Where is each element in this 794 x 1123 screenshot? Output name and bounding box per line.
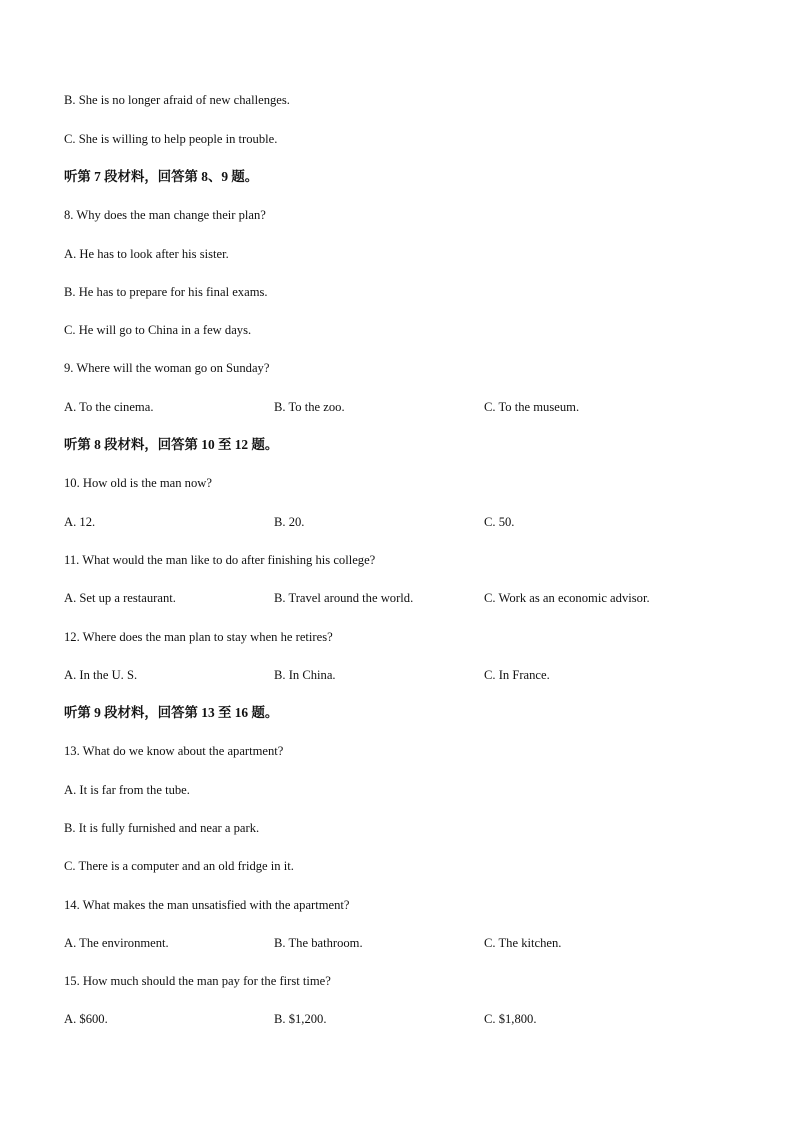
q14-option-a: A. The environment. bbox=[64, 936, 169, 950]
q14-option-c: C. The kitchen. bbox=[484, 936, 562, 950]
q10-option-b: B. 20. bbox=[274, 515, 305, 529]
q15-option-a: A. $600. bbox=[64, 1012, 108, 1026]
q7-option-c: C. She is willing to help people in trouble. bbox=[64, 132, 278, 146]
q11-option-b: B. Travel around the world. bbox=[274, 591, 414, 605]
q11-option-c: C. Work as an economic advisor. bbox=[484, 591, 650, 605]
q11-stem: 11. What would the man like to do after finishing his college? bbox=[64, 553, 376, 567]
q12-option-a: A. In the U. S. bbox=[64, 668, 138, 682]
q8-stem: 8. Why does the man change their plan? bbox=[64, 208, 266, 222]
q12-option-b: B. In China. bbox=[274, 668, 336, 682]
q9-option-a: A. To the cinema. bbox=[64, 400, 154, 414]
q14-stem: 14. What makes the man unsatisfied with the apartment? bbox=[64, 898, 350, 912]
q9-stem: 9. Where will the woman go on Sunday? bbox=[64, 361, 270, 375]
q13-option-a: A. It is far from the tube. bbox=[64, 783, 190, 797]
q9-option-c: C. To the museum. bbox=[484, 400, 580, 414]
q15-stem: 15. How much should the man pay for the first time? bbox=[64, 974, 331, 988]
q11-option-a: A. Set up a restaurant. bbox=[64, 591, 176, 605]
q15-option-b: B. $1,200. bbox=[274, 1012, 327, 1026]
section-7-heading: 听第 7 段材料，回答第 8、9 题。 bbox=[64, 169, 259, 184]
q15-option-c: C. $1,800. bbox=[484, 1012, 537, 1026]
q8-option-c: C. He will go to China in a few days. bbox=[64, 323, 252, 337]
q8-option-a: A. He has to look after his sister. bbox=[64, 247, 229, 261]
q10-option-a: A. 12. bbox=[64, 515, 96, 529]
q10-stem: 10. How old is the man now? bbox=[64, 476, 212, 490]
q14-option-b: B. The bathroom. bbox=[274, 936, 363, 950]
q12-stem: 12. Where does the man plan to stay when he retires? bbox=[64, 630, 333, 644]
q10-option-c: C. 50. bbox=[484, 515, 515, 529]
q13-stem: 13. What do we know about the apartment? bbox=[64, 744, 284, 758]
q13-option-b: B. It is fully furnished and near a park. bbox=[64, 821, 260, 835]
section-9-heading: 听第 9 段材料，回答第 13 至 16 题。 bbox=[64, 705, 279, 720]
q8-option-b: B. He has to prepare for his final exams. bbox=[64, 285, 268, 299]
section-8-heading: 听第 8 段材料，回答第 10 至 12 题。 bbox=[64, 437, 279, 452]
q7-option-b: B. She is no longer afraid of new challenges. bbox=[64, 93, 290, 107]
q12-option-c: C. In France. bbox=[484, 668, 550, 682]
q13-option-c: C. There is a computer and an old fridge in it. bbox=[64, 859, 294, 873]
q9-option-b: B. To the zoo. bbox=[274, 400, 345, 414]
